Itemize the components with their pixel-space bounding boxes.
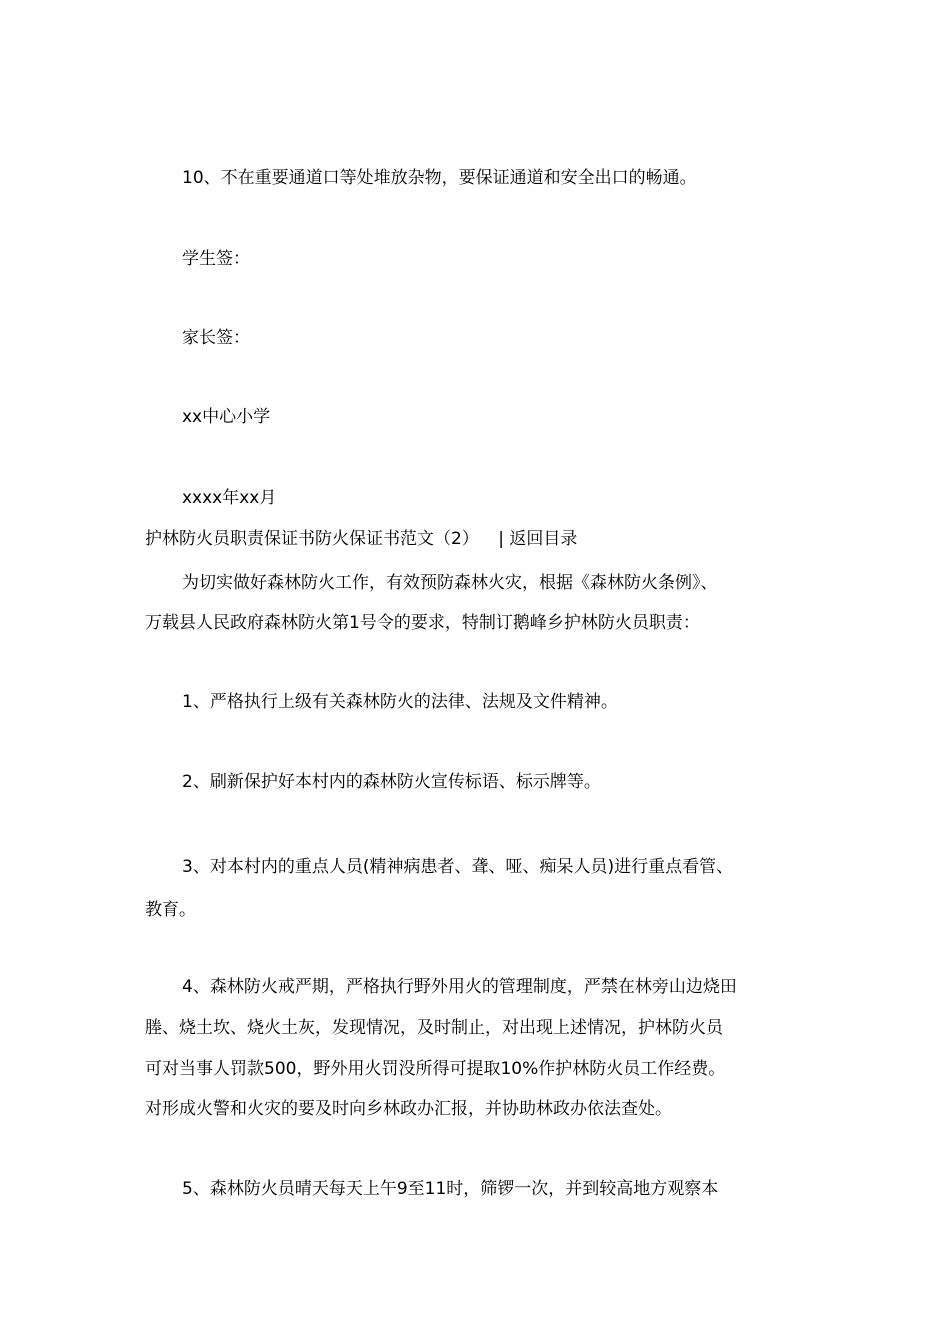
- back-to-toc-link[interactable]: 返回目录: [509, 529, 578, 549]
- duty-item-3-cont: 教育。: [145, 900, 196, 920]
- duty-item-5: 5、森林防火员晴天每天上午9至11时，筛锣一次，并到较高地方观察本: [182, 1179, 719, 1199]
- duty-item-2: 2、刷新保护好本村内的森林防火宣传标语、标示牌等。: [182, 772, 601, 792]
- duty-item-4: 4、森林防火戒严期，严格执行野外用火的管理制度，严禁在林旁山边烧田: [182, 977, 737, 997]
- parent-signature-label: 家长签：: [182, 328, 250, 348]
- heading-separator: |: [498, 529, 504, 549]
- student-signature-label: 学生签：: [182, 249, 250, 269]
- duty-item-1: 1、严格执行上级有关森林防火的法律、法规及文件精神。: [182, 692, 618, 712]
- school-name: xx中心小学: [182, 407, 271, 427]
- date-line: xxxx年xx月: [182, 488, 277, 508]
- duty-item-4-cont: 可对当事人罚款500，野外用火罚没所得可提取10%作护林防火员工作经费。: [145, 1059, 726, 1079]
- paragraph-line: 为切实做好森林防火工作，有效预防森林火灾，根据《森林防火条例》、: [182, 573, 718, 593]
- paragraph-line: 万载县人民政府森林防火第1号令的要求，特制订鹅峰乡护林防火员职责：: [145, 613, 700, 633]
- section-heading: [145, 527, 577, 551]
- duty-item-4-cont: 塍、烧土坎、烧火土灰，发现情况，及时制止，对出现上述情况，护林防火员: [145, 1018, 723, 1038]
- text-line: 10、不在重要通道口等处堆放杂物，要保证通道和安全出口的畅通。: [182, 168, 697, 188]
- section-title: 护林防火员职责保证书防火保证书范文（2）: [145, 529, 479, 549]
- duty-item-4-cont: 对形成火警和火灾的要及时向乡林政办汇报，并协助林政办依法查处。: [145, 1099, 672, 1119]
- duty-item-3: 3、对本村内的重点人员(精神病患者、聋、哑、痴呆人员)进行重点看管、: [182, 857, 734, 877]
